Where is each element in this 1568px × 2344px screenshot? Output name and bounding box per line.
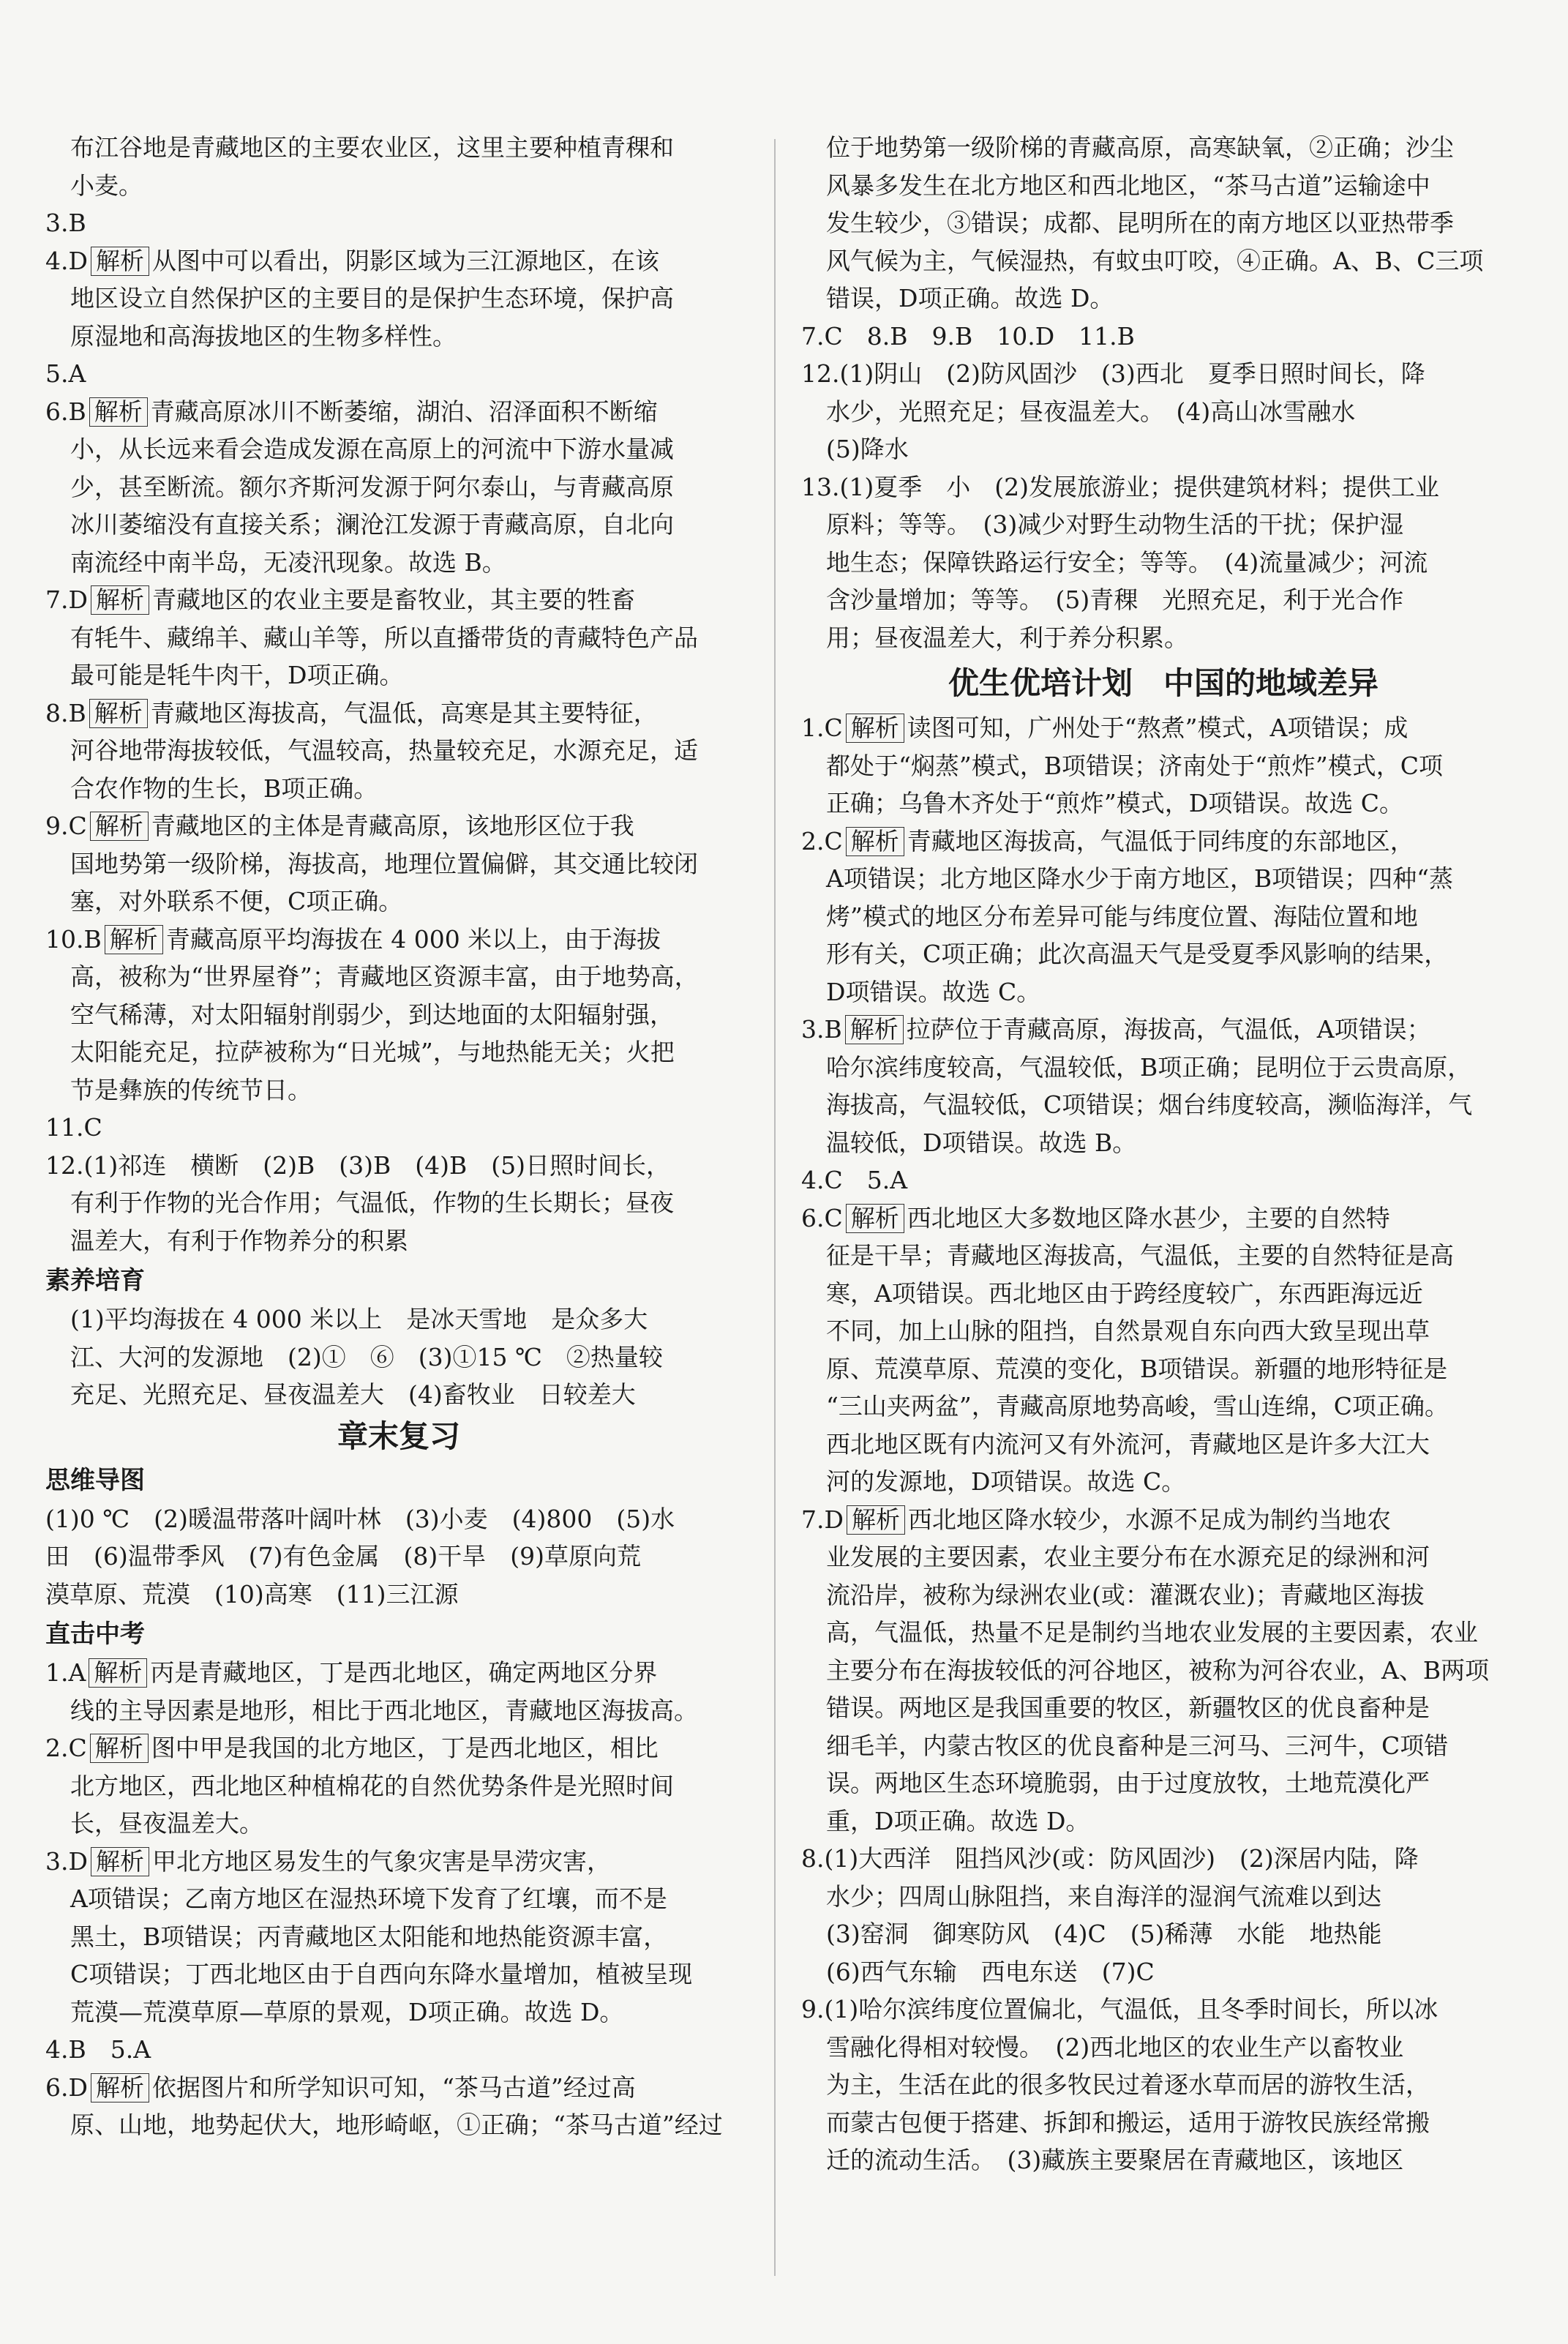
text-line: 雪融化得相对较慢。 (2)西北地区的农业生产以畜牧业 [826,2032,1404,2062]
text-line: 南流经中南半岛，无凌汛现象。故选 B。 [70,547,506,577]
analysis-tag: 解析 [847,1505,905,1535]
answer-item: 9.(1)哈尔滨纬度位置偏北，气温低，且冬季时间长，所以冰 [801,1995,1438,2023]
answer-item: 3.B [45,209,86,237]
text-line: (1)平均海拔在 4 000 米以上 是冰天雪地 是众多大 [70,1305,648,1333]
column-divider [774,139,776,2276]
text-line: 原湿地和高海拔地区的生物多样性。 [70,321,457,351]
text-line: 国地势第一级阶梯，海拔高，地理位置偏僻，其交通比较闭 [70,849,698,878]
analysis-tag: 解析 [91,247,149,276]
text-line: 征是干旱；青藏地区海拔高，气温低，主要的自然特征是高 [826,1241,1454,1270]
text-line: 水少，光照充足；昼夜温差大。 (4)高山冰雪融水 [826,397,1356,426]
text-line: 水少；四周山脉阻挡，来自海洋的湿润气流难以到达 [826,1881,1381,1911]
text-line: 少，甚至断流。额尔齐斯河发源于阿尔泰山，与青藏高原 [70,472,674,501]
text-line: 原、山地，地势起伏大，地形崎岖，①正确；“茶马古道”经过 [70,2111,723,2139]
analysis-tag: 解析 [91,1847,149,1876]
text-line: 地区设立自然保护区的主要目的是保护生态环境，保护高 [70,284,674,312]
text-line: 寒，A项错误。西北地区由于跨经度较广，东西距海远近 [826,1278,1423,1308]
text-line: 原、荒漠草原、荒漠的变化，B项错误。新疆的地形特征是 [826,1354,1448,1383]
analysis-tag: 解析 [846,1204,904,1233]
text-line: 为主，生活在此的很多牧民过着逐水草而居的游牧生活， [826,2070,1430,2099]
text-line: D项错误。故选 C。 [826,977,1041,1006]
analysis-tag: 解析 [89,699,148,728]
text-line: 塞，对外联系不便，C项正确。 [70,887,403,915]
text-line: 不同，加上山脉的阻挡，自然景观自东向西大致呈现出草 [826,1317,1430,1345]
answer-item: 1.A 解析 丙是青藏地区，丁是西北地区，确定两地区分界 [45,1658,658,1687]
text-line: 正确；乌鲁木齐处于“煎炸”模式，D项错误。故选 C。 [826,789,1403,817]
analysis-tag: 解析 [90,1734,149,1763]
answer-item: 6.D 解析 依据图片和所学知识可知，“茶马古道”经过高 [45,2072,636,2102]
text-line: 合农作物的生长，B项正确。 [70,774,378,803]
answer-item: 10.B 解析 青藏高原平均海拔在 4 000 米以上，由于海拔 [45,924,661,954]
text-line: “三山夹两盆”，青藏高原地势高峻，雪山连绵，C项正确。 [826,1392,1449,1420]
section-heading: 直击中考 [45,1620,145,1649]
text-line: 地生态；保障铁路运行安全；等等。 (4)流量减少；河流 [826,547,1428,577]
text-line: 风气候为主，气候湿热，有蚊虫叮咬，④正确。A、B、C三项 [826,246,1484,275]
text-line: 长，昼夜温差大。 [70,1809,263,1838]
text-line: (5)降水 [826,435,909,463]
text-line: (6)西气东输 西电东送 (7)C [826,1957,1155,1986]
answer-item: 3.B 解析 拉萨位于青藏高原，海拔高，气温低，A项错误； [801,1015,1431,1044]
text-line: 风暴多发生在北方地区和西北地区，“茶马古道”运输途中 [826,171,1430,200]
answer-item: 9.C 解析 青藏地区的主体是青藏高原，该地形区位于我 [45,812,634,840]
answer-item: 4.B 5.A [45,2035,151,2064]
text-line: A项错误；北方地区降水少于南方地区，B项错误；四种“蒸 [826,864,1453,893]
text-line: 布江谷地是青藏地区的主要农业区，这里主要种植青稞和 [70,133,674,162]
left-column [45,129,752,2144]
text-line: 荒漠—荒漠草原—草原的景观，D项正确。故选 D。 [70,1997,624,2026]
text-line: 小麦。 [70,171,143,200]
answer-item: 7.D 解析 西北地区降水较少，水源不足成为制约当地农 [801,1505,1391,1534]
answer-item: 6.C 解析 西北地区大多数地区降水甚少，主要的自然特 [801,1203,1390,1232]
text-line: 流沿岸，被称为绿洲农业(或：灌溉农业)；青藏地区海拔 [826,1580,1425,1609]
text-line: 有牦牛、藏绵羊、藏山羊等，所以直播带货的青藏特色产品 [70,623,698,652]
text-line: 误。两地区生态环境脆弱，由于过度放牧，土地荒漠化严 [826,1769,1430,1797]
text-line: (3)窑洞 御寒防风 (4)C (5)稀薄 水能 地热能 [826,1920,1382,1948]
answer-item: 6.B 解析 青藏高原冰川不断萎缩，湖泊、沼泽面积不断缩 [45,397,658,426]
text-line: 位于地势第一级阶梯的青藏高原，高寒缺氧，②正确；沙尘 [826,133,1454,162]
text-line: 错误，D项正确。故选 D。 [826,284,1114,312]
answer-item: 12.(1)阴山 (2)防风固沙 (3)西北 夏季日照时间长，降 [801,359,1425,388]
answer-item: 2.C 解析 青藏地区海拔高，气温低于同纬度的东部地区， [801,826,1414,855]
analysis-tag: 解析 [846,827,904,856]
text-line: 最可能是牦牛肉干，D项正确。 [70,661,404,689]
text-line: 海拔高，气温较低，C项错误；烟台纬度较高，濒临海洋，气 [826,1090,1473,1119]
analysis-tag: 解析 [846,714,904,743]
text-line: 含沙量增加；等等。 (5)青稞 光照充足，利于光合作 [826,585,1404,614]
text-line: 而蒙古包便于搭建、拆卸和搬运，适用于游牧民族经常搬 [826,2108,1430,2137]
analysis-tag: 解析 [845,1015,904,1044]
text-line: 高，被称为“世界屋脊”；青藏地区资源丰富，由于地势高， [70,962,699,991]
section-title: 优生优培计划 中国的地域差异 [948,665,1378,701]
text-line: 原料；等等。 (3)减少对野生动物生活的干扰；保护湿 [826,510,1404,539]
analysis-tag: 解析 [89,397,148,427]
answer-item: 11.C [45,1113,102,1142]
text-line: 发生较少，③错误；成都、昆明所在的南方地区以亚热带季 [826,209,1454,237]
answer-item: 13.(1)夏季 小 (2)发展旅游业；提供建筑材料；提供工业 [801,472,1439,501]
text-line: 形有关，C项正确；此次高温天气是受夏季风影响的结果， [826,940,1449,968]
text-line: 烤”模式的地区分布差异可能与纬度位置、海陆位置和地 [826,902,1418,931]
answer-item: 1.C 解析 读图可知，广州处于“熬煮”模式，A项错误；成 [801,714,1408,742]
answer-item: 2.C 解析 图中甲是我国的北方地区，丁是西北地区，相比 [45,1734,659,1762]
text-line: 漠草原、荒漠 (10)高寒 (11)三江源 [45,1579,459,1609]
chapter-title: 章末复习 [337,1418,460,1454]
text-line: 业发展的主要因素，农业主要分布在水源充足的绿洲和河 [826,1543,1430,1571]
section-heading: 思维导图 [45,1465,145,1495]
text-line: 细毛羊，内蒙古牧区的优良畜种是三河马、三河牛，C项错 [826,1731,1449,1760]
text-line: 线的主导因素是地形，相比于西北地区，青藏地区海拔高。 [70,1696,698,1725]
text-line: 节是彝族的传统节日。 [70,1075,312,1104]
answer-item: 4.D 解析 从图中可以看出，阴影区域为三江源地区，在该 [45,246,659,275]
answer-item: 7.C 8.B 9.B 10.D 11.B [801,321,1135,351]
answer-item: 5.A [45,359,86,388]
text-line: 主要分布在海拔较低的河谷地区，被称为河谷农业，A、B两项 [826,1655,1490,1685]
section-heading: 素养培育 [45,1266,145,1295]
text-line: 迁的流动生活。 (3)藏族主要聚居在青藏地区，该地区 [826,2146,1404,2174]
answer-item: 4.C 5.A [801,1166,908,1194]
analysis-tag: 解析 [91,585,149,615]
answer-item: 12.(1)祁连 横断 (2)B (3)B (4)B (5)日照时间长， [45,1150,670,1180]
text-line: A项错误；乙南方地区在湿热环境下发育了红壤，而不是 [70,1884,667,1913]
answer-item: 7.D 解析 青藏地区的农业主要是畜牧业，其主要的牲畜 [45,585,635,614]
text-line: 充足、光照充足、昼夜温差大 (4)畜牧业 日较差大 [70,1380,636,1409]
text-line: 小，从长远来看会造成发源在高原上的河流中下游水量减 [70,435,674,463]
text-line: 空气稀薄，对太阳辐射削弱少，到达地面的太阳辐射强， [70,1000,674,1029]
text-line: 冰川萎缩没有直接关系；澜沧江发源于青藏高原，自北向 [70,510,674,539]
text-line: 江、大河的发源地 (2)① ⑥ (3)①15 ℃ ②热量较 [70,1342,663,1371]
analysis-tag: 解析 [90,812,149,841]
answer-item: 8.(1)大西洋 阻挡风沙(或：防风固沙) (2)深居内陆，降 [801,1844,1419,1873]
text-line: 温差大，有利于作物养分的积累 [70,1226,408,1255]
text-line: 重，D项正确。故选 D。 [826,1806,1090,1835]
text-line: 西北地区既有内流河又有外流河，青藏地区是许多大江大 [826,1429,1430,1459]
analysis-tag: 解析 [105,925,163,954]
text-line: 北方地区，西北地区种植棉花的自然优势条件是光照时间 [70,1771,674,1800]
answer-item: 3.D 解析 甲北方地区易发生的气象灾害是旱涝灾害， [45,1846,611,1876]
text-line: 哈尔滨纬度较高，气温较低，B项正确；昆明位于云贵高原， [826,1052,1472,1082]
text-line: 田 (6)温带季风 (7)有色金属 (8)干旱 (9)草原向荒 [45,1542,641,1570]
text-line: 有利于作物的光合作用；气温低，作物的生长期长；昼夜 [70,1188,674,1217]
text-line: 错误。两地区是我国重要的牧区，新疆牧区的优良畜种是 [826,1693,1430,1722]
analysis-tag: 解析 [89,1658,147,1688]
text-line: C项错误；丁西北地区由于自西向东降水量增加，植被呈现 [70,1960,693,1988]
text-line: 河谷地带海拔较低，气温较高，热量较充足，水源充足，适 [70,736,698,765]
text-line: 黑土，B项错误；丙青藏地区太阳能和地热能资源丰富， [70,1922,668,1951]
text-line: 都处于“焖蒸”模式，B项错误；济南处于“煎炸”模式，C项 [826,751,1443,780]
text-line: 太阳能充足，拉萨被称为“日光城”，与地热能无关；火把 [70,1038,675,1066]
text-line: (1)0 ℃ (2)暖温带落叶阔叶林 (3)小麦 (4)800 (5)水 [45,1504,675,1533]
analysis-tag: 解析 [91,2073,149,2103]
text-line: 河的发源地，D项错误。故选 C。 [826,1467,1186,1496]
text-line: 用；昼夜温差大，利于养分积累。 [826,623,1188,652]
text-line: 温较低，D项错误。故选 B。 [826,1128,1137,1157]
text-line: 高，气温低，热量不足是制约当地农业发展的主要因素，农业 [826,1618,1478,1647]
right-column [801,129,1526,2179]
answer-item: 8.B 解析 青藏地区海拔高，气温低，高寒是其主要特征， [45,698,658,727]
